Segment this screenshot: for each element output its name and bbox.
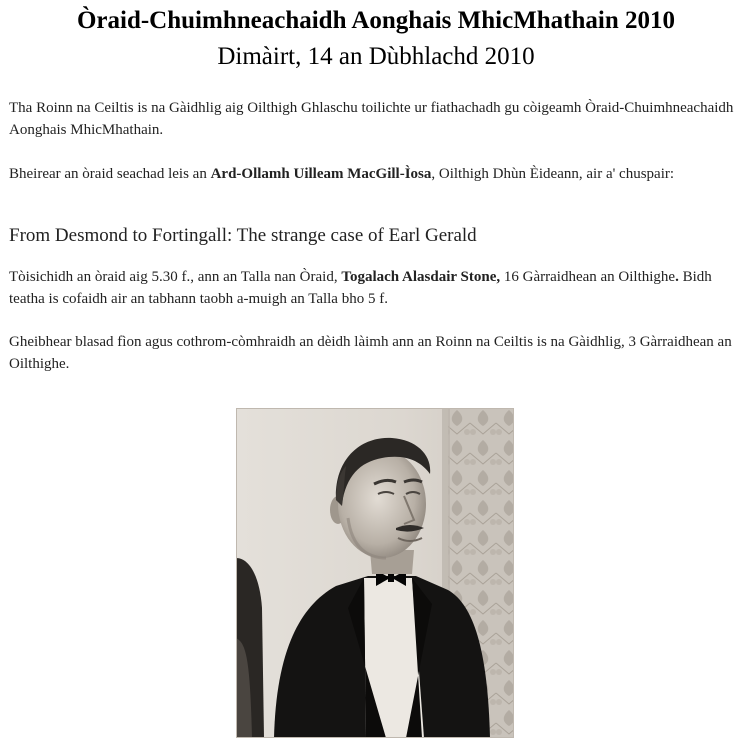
time-text: Tòisichidh an òraid aig 5.30 f., ann an Talla nan Òraid,	[9, 269, 342, 285]
event-date: Dimàirt, 14 an Dùbhlachd 2010	[217, 43, 535, 70]
venue-paragraph	[9, 266, 745, 310]
venue-address-period: .	[675, 269, 679, 285]
page-title: Òraid-Chuimhneachaidh Aonghais MhicMhathain 2010	[76, 7, 676, 34]
speaker-name: Ard-Ollamh Uilleam MacGill-Ìosa	[210, 166, 432, 182]
speaker-affiliation-text: , Oilthigh Dhùn Èideann, air a' chuspair:	[431, 166, 675, 182]
invitation-paragraph: Tha Roinn na Ceiltis is na Gàidhlig aig Oilthigh Ghlaschu toilichte ur fiathachadh gu còigeamh Òraid-Chuimhneachaidh Aonghais MhicMhathain.	[9, 100, 734, 138]
venue-building: Togalach Alasdair Stone,	[341, 269, 501, 285]
portrait-image	[236, 408, 514, 738]
refreshments-text: Bidh teatha is cofaidh air an tabhann taobh a-muigh an Talla bho 5 f.	[9, 269, 712, 307]
speaker-paragraph	[9, 163, 745, 185]
speaker-portrait-photo	[236, 408, 514, 738]
reception-paragraph: Gheibhear blasad fìon agus cothrom-còmhraidh an dèidh làimh ann an Roinn na Ceiltis is na Gàidhlig, 3 Gàrraidhean an Oilthighe.	[9, 334, 732, 372]
venue-address: 16 Gàrraidhean an Oilthighe	[500, 269, 676, 285]
speaker-intro-text: Bheirear an òraid seachad leis an	[9, 166, 211, 182]
lecture-title: From Desmond to Fortingall: The strange case of Earl Gerald	[9, 225, 477, 246]
